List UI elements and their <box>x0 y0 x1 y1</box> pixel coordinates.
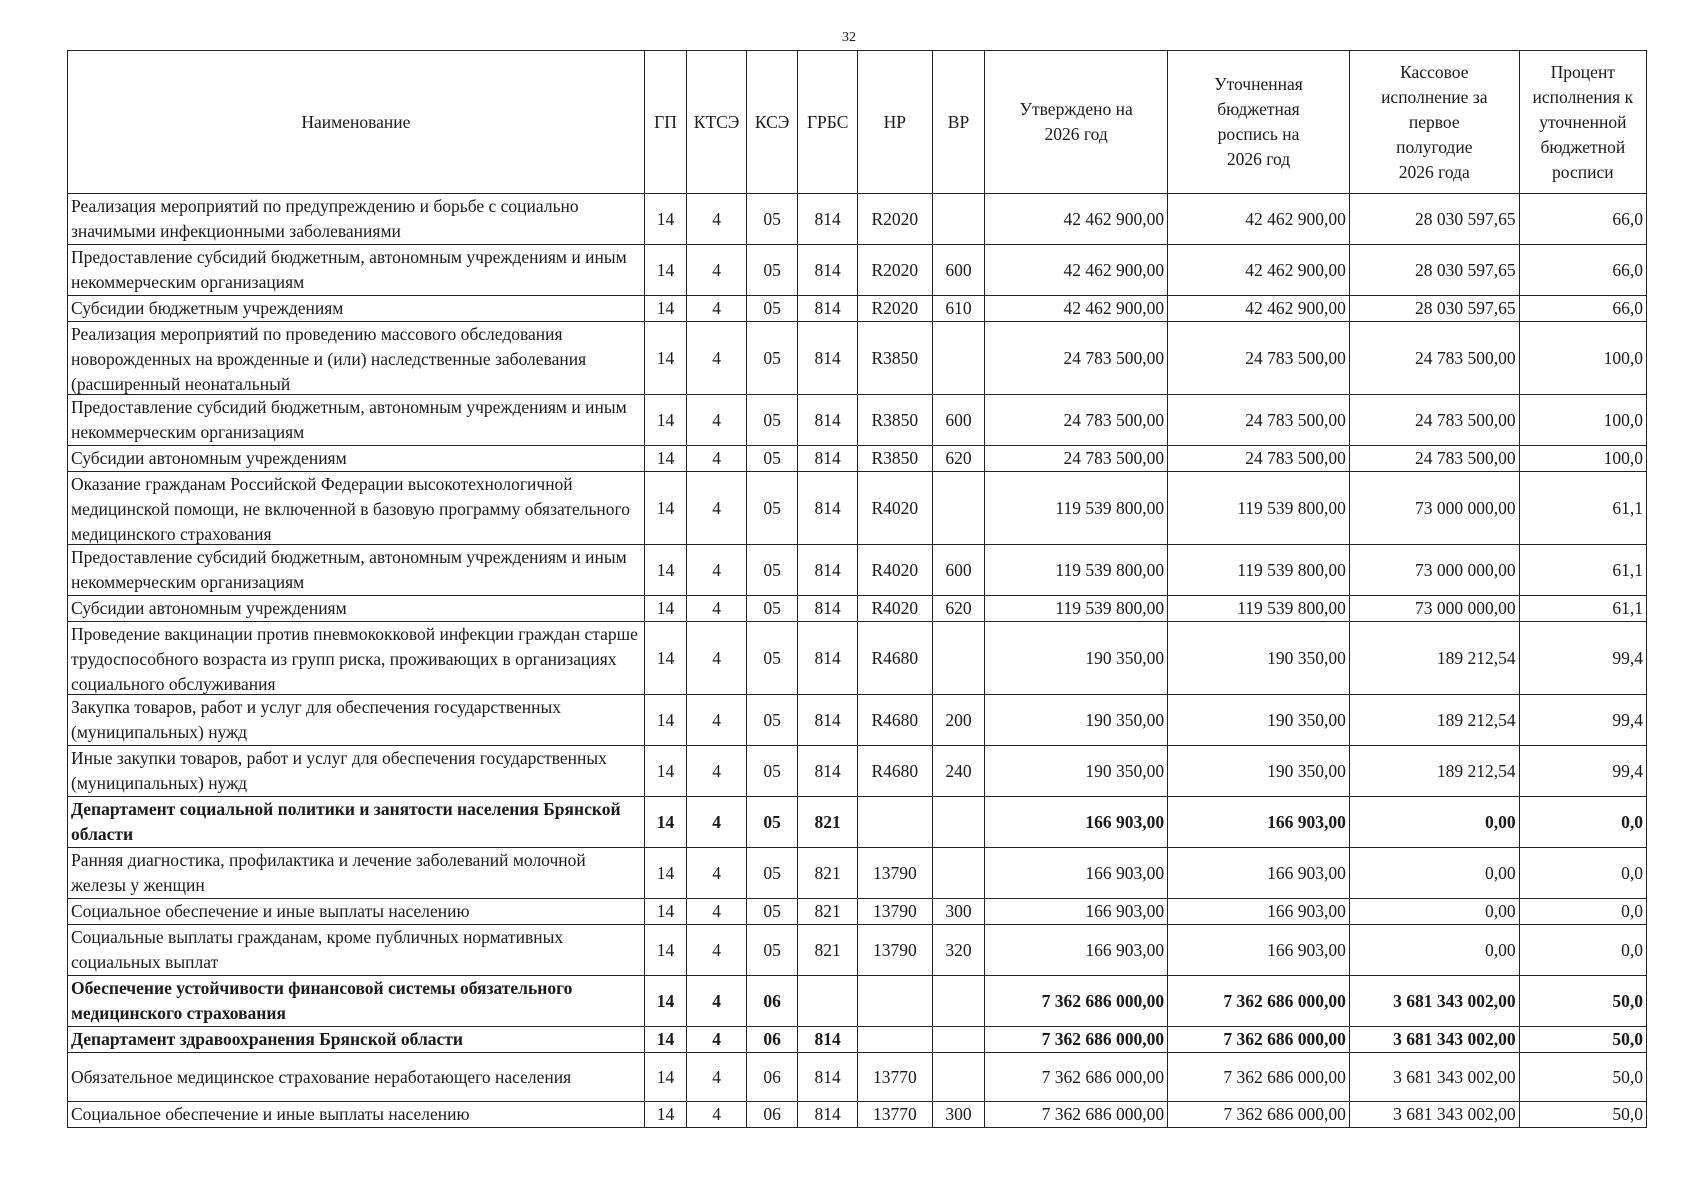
table-row <box>68 596 1647 622</box>
row-gp: 14 <box>644 1102 686 1128</box>
row-grbs: 814 <box>798 746 858 797</box>
row-name: Реализация мероприятий по проведению массового обследования новорожденных на врожденные и (или) наследственные заболевания (расширенный неонатальный <box>68 322 645 395</box>
row-kse: 05 <box>746 797 798 848</box>
row-name: Субсидии бюджетным учреждениям <box>68 296 645 322</box>
row-gp: 14 <box>644 194 686 245</box>
row-ktse: 4 <box>687 797 747 848</box>
row-approved: 24 783 500,00 <box>985 446 1168 472</box>
row-vr <box>932 322 985 395</box>
row-grbs: 814 <box>798 446 858 472</box>
table-row <box>68 446 1647 472</box>
row-kse: 06 <box>746 1027 798 1053</box>
row-grbs: 814 <box>798 545 858 596</box>
header-grbs: ГРБС <box>798 51 858 194</box>
row-name: Социальное обеспечение и иные выплаты населению <box>68 899 645 925</box>
row-refined: 166 903,00 <box>1168 797 1350 848</box>
row-vr: 240 <box>932 746 985 797</box>
row-cash: 28 030 597,65 <box>1349 296 1519 322</box>
row-vr <box>932 194 985 245</box>
header-gp: ГП <box>644 51 686 194</box>
row-percent: 50,0 <box>1519 1053 1646 1102</box>
row-cash: 3 681 343 002,00 <box>1349 976 1519 1027</box>
row-refined: 42 462 900,00 <box>1168 245 1350 296</box>
row-percent: 100,0 <box>1519 446 1646 472</box>
row-kse: 05 <box>746 899 798 925</box>
row-ktse: 4 <box>687 695 747 746</box>
row-percent: 99,4 <box>1519 746 1646 797</box>
row-refined: 24 783 500,00 <box>1168 395 1350 446</box>
row-cash: 0,00 <box>1349 925 1519 976</box>
row-refined: 7 362 686 000,00 <box>1168 1027 1350 1053</box>
row-gp: 14 <box>644 1053 686 1102</box>
row-name: Предоставление субсидий бюджетным, автономным учреждениям и иным некоммерческим организациям <box>68 545 645 596</box>
row-approved: 7 362 686 000,00 <box>985 976 1168 1027</box>
row-kse: 05 <box>746 622 798 695</box>
row-refined: 166 903,00 <box>1168 848 1350 899</box>
row-kse: 05 <box>746 194 798 245</box>
row-kse: 06 <box>746 1102 798 1128</box>
row-np: R2020 <box>857 245 932 296</box>
row-percent: 50,0 <box>1519 1102 1646 1128</box>
table-row <box>68 545 1647 596</box>
header-refined: Уточненная бюджетная роспись на 2026 год <box>1168 51 1350 194</box>
row-kse: 05 <box>746 245 798 296</box>
row-ktse: 4 <box>687 194 747 245</box>
row-refined: 119 539 800,00 <box>1168 596 1350 622</box>
row-cash: 0,00 <box>1349 848 1519 899</box>
row-percent: 0,0 <box>1519 848 1646 899</box>
row-np: R4680 <box>857 695 932 746</box>
table-row <box>68 976 1647 1027</box>
row-approved: 190 350,00 <box>985 695 1168 746</box>
row-refined: 42 462 900,00 <box>1168 194 1350 245</box>
row-approved: 42 462 900,00 <box>985 296 1168 322</box>
row-approved: 166 903,00 <box>985 925 1168 976</box>
row-refined: 190 350,00 <box>1168 622 1350 695</box>
row-vr: 200 <box>932 695 985 746</box>
row-grbs: 814 <box>798 322 858 395</box>
row-grbs: 821 <box>798 899 858 925</box>
row-approved: 166 903,00 <box>985 797 1168 848</box>
row-grbs: 814 <box>798 472 858 545</box>
row-cash: 73 000 000,00 <box>1349 545 1519 596</box>
row-approved: 7 362 686 000,00 <box>985 1102 1168 1128</box>
row-np <box>857 797 932 848</box>
row-gp: 14 <box>644 596 686 622</box>
table-row <box>68 1102 1647 1128</box>
row-ktse: 4 <box>687 1102 747 1128</box>
row-name: Субсидии автономным учреждениям <box>68 596 645 622</box>
row-gp: 14 <box>644 925 686 976</box>
row-np: R4020 <box>857 596 932 622</box>
row-percent: 66,0 <box>1519 245 1646 296</box>
row-kse: 06 <box>746 976 798 1027</box>
row-name: Социальное обеспечение и иные выплаты населению <box>68 1102 645 1128</box>
row-refined: 166 903,00 <box>1168 925 1350 976</box>
row-cash: 24 783 500,00 <box>1349 395 1519 446</box>
row-kse: 05 <box>746 596 798 622</box>
row-grbs: 814 <box>798 194 858 245</box>
row-approved: 166 903,00 <box>985 899 1168 925</box>
header-vr: ВР <box>932 51 985 194</box>
row-name: Ранняя диагностика, профилактика и лечение заболеваний молочной железы у женщин <box>68 848 645 899</box>
row-refined: 42 462 900,00 <box>1168 296 1350 322</box>
row-np: 13790 <box>857 848 932 899</box>
header-np: НР <box>857 51 932 194</box>
row-grbs: 814 <box>798 395 858 446</box>
header-cash: Кассовое исполнение за первое полугодие 2026 года <box>1349 51 1519 194</box>
row-kse: 05 <box>746 322 798 395</box>
row-ktse: 4 <box>687 545 747 596</box>
table-row <box>68 1053 1647 1102</box>
row-name: Закупка товаров, работ и услуг для обеспечения государственных (муниципальных) нужд <box>68 695 645 746</box>
table-row <box>68 622 1647 695</box>
header-ktse: КТСЭ <box>687 51 747 194</box>
row-name: Предоставление субсидий бюджетным, автономным учреждениям и иным некоммерческим организациям <box>68 395 645 446</box>
row-grbs: 814 <box>798 296 858 322</box>
row-ktse: 4 <box>687 1027 747 1053</box>
table-row <box>68 695 1647 746</box>
row-vr: 620 <box>932 446 985 472</box>
header-kse: КСЭ <box>746 51 798 194</box>
row-percent: 100,0 <box>1519 395 1646 446</box>
row-percent: 0,0 <box>1519 899 1646 925</box>
row-ktse: 4 <box>687 395 747 446</box>
row-percent: 50,0 <box>1519 976 1646 1027</box>
row-np <box>857 976 932 1027</box>
row-cash: 189 212,54 <box>1349 622 1519 695</box>
row-grbs: 814 <box>798 596 858 622</box>
header-row <box>68 51 1647 194</box>
row-refined: 24 783 500,00 <box>1168 322 1350 395</box>
header-name: Наименование <box>68 51 645 194</box>
row-name: Обязательное медицинское страхование неработающего населения <box>68 1053 645 1102</box>
row-percent: 50,0 <box>1519 1027 1646 1053</box>
budget-execution-table <box>67 50 1647 1128</box>
row-refined: 190 350,00 <box>1168 695 1350 746</box>
row-kse: 05 <box>746 446 798 472</box>
row-gp: 14 <box>644 976 686 1027</box>
row-approved: 119 539 800,00 <box>985 596 1168 622</box>
row-grbs: 814 <box>798 245 858 296</box>
row-name: Обеспечение устойчивости финансовой системы обязательного медицинского страхования <box>68 976 645 1027</box>
row-percent: 61,1 <box>1519 472 1646 545</box>
row-kse: 05 <box>746 925 798 976</box>
row-kse: 05 <box>746 746 798 797</box>
row-ktse: 4 <box>687 622 747 695</box>
header-percent: Процент исполнения к уточненной бюджетной росписи <box>1519 51 1646 194</box>
row-name: Департамент социальной политики и занятости населения Брянской области <box>68 797 645 848</box>
row-np: 13770 <box>857 1102 932 1128</box>
row-gp: 14 <box>644 322 686 395</box>
row-vr <box>932 797 985 848</box>
row-name: Проведение вакцинации против пневмококковой инфекции граждан старше трудоспособного возраста из групп риска, проживающих в организациях социального обслуживания <box>68 622 645 695</box>
row-approved: 42 462 900,00 <box>985 194 1168 245</box>
table-row <box>68 395 1647 446</box>
row-approved: 119 539 800,00 <box>985 472 1168 545</box>
row-percent: 61,1 <box>1519 596 1646 622</box>
row-gp: 14 <box>644 848 686 899</box>
row-name: Иные закупки товаров, работ и услуг для обеспечения государственных (муниципальных) нужд <box>68 746 645 797</box>
row-name: Реализация мероприятий по предупреждению и борьбе с социально значимыми инфекционными заболеваниями <box>68 194 645 245</box>
table-row <box>68 245 1647 296</box>
row-name: Субсидии автономным учреждениям <box>68 446 645 472</box>
row-vr <box>932 622 985 695</box>
row-np: R3850 <box>857 322 932 395</box>
row-cash: 3 681 343 002,00 <box>1349 1102 1519 1128</box>
row-percent: 0,0 <box>1519 797 1646 848</box>
row-approved: 7 362 686 000,00 <box>985 1053 1168 1102</box>
row-gp: 14 <box>644 622 686 695</box>
row-np: 13790 <box>857 925 932 976</box>
row-vr: 600 <box>932 395 985 446</box>
row-refined: 119 539 800,00 <box>1168 472 1350 545</box>
row-refined: 166 903,00 <box>1168 899 1350 925</box>
row-grbs: 821 <box>798 848 858 899</box>
row-gp: 14 <box>644 899 686 925</box>
row-kse: 05 <box>746 848 798 899</box>
row-percent: 0,0 <box>1519 925 1646 976</box>
row-vr <box>932 976 985 1027</box>
row-gp: 14 <box>644 746 686 797</box>
page-number: 32 <box>842 30 856 45</box>
row-cash: 28 030 597,65 <box>1349 245 1519 296</box>
row-approved: 7 362 686 000,00 <box>985 1027 1168 1053</box>
row-grbs: 814 <box>798 622 858 695</box>
row-np: R4020 <box>857 472 932 545</box>
row-percent: 99,4 <box>1519 695 1646 746</box>
row-approved: 166 903,00 <box>985 848 1168 899</box>
row-grbs: 814 <box>798 1053 858 1102</box>
row-ktse: 4 <box>687 746 747 797</box>
row-ktse: 4 <box>687 245 747 296</box>
table-row <box>68 322 1647 395</box>
row-grbs: 814 <box>798 1027 858 1053</box>
row-cash: 24 783 500,00 <box>1349 322 1519 395</box>
row-refined: 7 362 686 000,00 <box>1168 976 1350 1027</box>
row-kse: 06 <box>746 1053 798 1102</box>
row-approved: 119 539 800,00 <box>985 545 1168 596</box>
row-ktse: 4 <box>687 446 747 472</box>
table-row <box>68 194 1647 245</box>
row-vr <box>932 472 985 545</box>
row-ktse: 4 <box>687 925 747 976</box>
row-name: Предоставление субсидий бюджетным, автономным учреждениям и иным некоммерческим организациям <box>68 245 645 296</box>
table-row <box>68 746 1647 797</box>
row-np: R2020 <box>857 296 932 322</box>
row-refined: 7 362 686 000,00 <box>1168 1102 1350 1128</box>
row-name: Департамент здравоохранения Брянской области <box>68 1027 645 1053</box>
table-row <box>68 296 1647 322</box>
row-name: Социальные выплаты гражданам, кроме публичных нормативных социальных выплат <box>68 925 645 976</box>
row-cash: 189 212,54 <box>1349 695 1519 746</box>
row-gp: 14 <box>644 446 686 472</box>
row-cash: 73 000 000,00 <box>1349 596 1519 622</box>
row-vr <box>932 1053 985 1102</box>
row-kse: 05 <box>746 296 798 322</box>
row-gp: 14 <box>644 545 686 596</box>
row-np: 13770 <box>857 1053 932 1102</box>
row-percent: 100,0 <box>1519 322 1646 395</box>
row-kse: 05 <box>746 395 798 446</box>
row-gp: 14 <box>644 797 686 848</box>
row-vr: 300 <box>932 899 985 925</box>
row-ktse: 4 <box>687 472 747 545</box>
row-cash: 0,00 <box>1349 797 1519 848</box>
row-ktse: 4 <box>687 976 747 1027</box>
row-np: R3850 <box>857 395 932 446</box>
row-gp: 14 <box>644 395 686 446</box>
row-vr: 300 <box>932 1102 985 1128</box>
table-row <box>68 899 1647 925</box>
row-cash: 3 681 343 002,00 <box>1349 1027 1519 1053</box>
row-gp: 14 <box>644 1027 686 1053</box>
row-grbs <box>798 976 858 1027</box>
row-gp: 14 <box>644 695 686 746</box>
row-np: R4680 <box>857 622 932 695</box>
row-grbs: 821 <box>798 925 858 976</box>
row-cash: 189 212,54 <box>1349 746 1519 797</box>
row-vr: 320 <box>932 925 985 976</box>
row-vr: 600 <box>932 245 985 296</box>
row-vr: 600 <box>932 545 985 596</box>
row-grbs: 821 <box>798 797 858 848</box>
row-vr <box>932 848 985 899</box>
row-np: R4680 <box>857 746 932 797</box>
row-ktse: 4 <box>687 296 747 322</box>
row-gp: 14 <box>644 296 686 322</box>
row-vr: 610 <box>932 296 985 322</box>
row-np: R2020 <box>857 194 932 245</box>
row-vr <box>932 1027 985 1053</box>
row-kse: 05 <box>746 545 798 596</box>
row-np <box>857 1027 932 1053</box>
row-cash: 24 783 500,00 <box>1349 446 1519 472</box>
row-ktse: 4 <box>687 1053 747 1102</box>
row-kse: 05 <box>746 695 798 746</box>
row-np: R3850 <box>857 446 932 472</box>
row-gp: 14 <box>644 245 686 296</box>
row-percent: 66,0 <box>1519 296 1646 322</box>
row-ktse: 4 <box>687 596 747 622</box>
table-row <box>68 472 1647 545</box>
row-approved: 42 462 900,00 <box>985 245 1168 296</box>
row-cash: 0,00 <box>1349 899 1519 925</box>
row-percent: 61,1 <box>1519 545 1646 596</box>
table-row <box>68 848 1647 899</box>
row-kse: 05 <box>746 472 798 545</box>
table-row <box>68 1027 1647 1053</box>
row-approved: 24 783 500,00 <box>985 322 1168 395</box>
row-cash: 28 030 597,65 <box>1349 194 1519 245</box>
row-vr: 620 <box>932 596 985 622</box>
row-cash: 73 000 000,00 <box>1349 472 1519 545</box>
row-name: Оказание гражданам Российской Федерации высокотехнологичной медицинской помощи, не включенной в базовую программу обязательного медицинского страхования <box>68 472 645 545</box>
row-refined: 24 783 500,00 <box>1168 446 1350 472</box>
row-ktse: 4 <box>687 848 747 899</box>
row-percent: 99,4 <box>1519 622 1646 695</box>
table-row <box>68 797 1647 848</box>
row-np: 13790 <box>857 899 932 925</box>
header-approved: Утверждено на 2026 год <box>985 51 1168 194</box>
row-approved: 190 350,00 <box>985 622 1168 695</box>
row-gp: 14 <box>644 472 686 545</box>
table-row <box>68 925 1647 976</box>
row-approved: 190 350,00 <box>985 746 1168 797</box>
row-refined: 7 362 686 000,00 <box>1168 1053 1350 1102</box>
row-grbs: 814 <box>798 1102 858 1128</box>
row-cash: 3 681 343 002,00 <box>1349 1053 1519 1102</box>
row-np: R4020 <box>857 545 932 596</box>
row-grbs: 814 <box>798 695 858 746</box>
row-percent: 66,0 <box>1519 194 1646 245</box>
row-ktse: 4 <box>687 899 747 925</box>
row-approved: 24 783 500,00 <box>985 395 1168 446</box>
row-refined: 190 350,00 <box>1168 746 1350 797</box>
row-ktse: 4 <box>687 322 747 395</box>
row-refined: 119 539 800,00 <box>1168 545 1350 596</box>
